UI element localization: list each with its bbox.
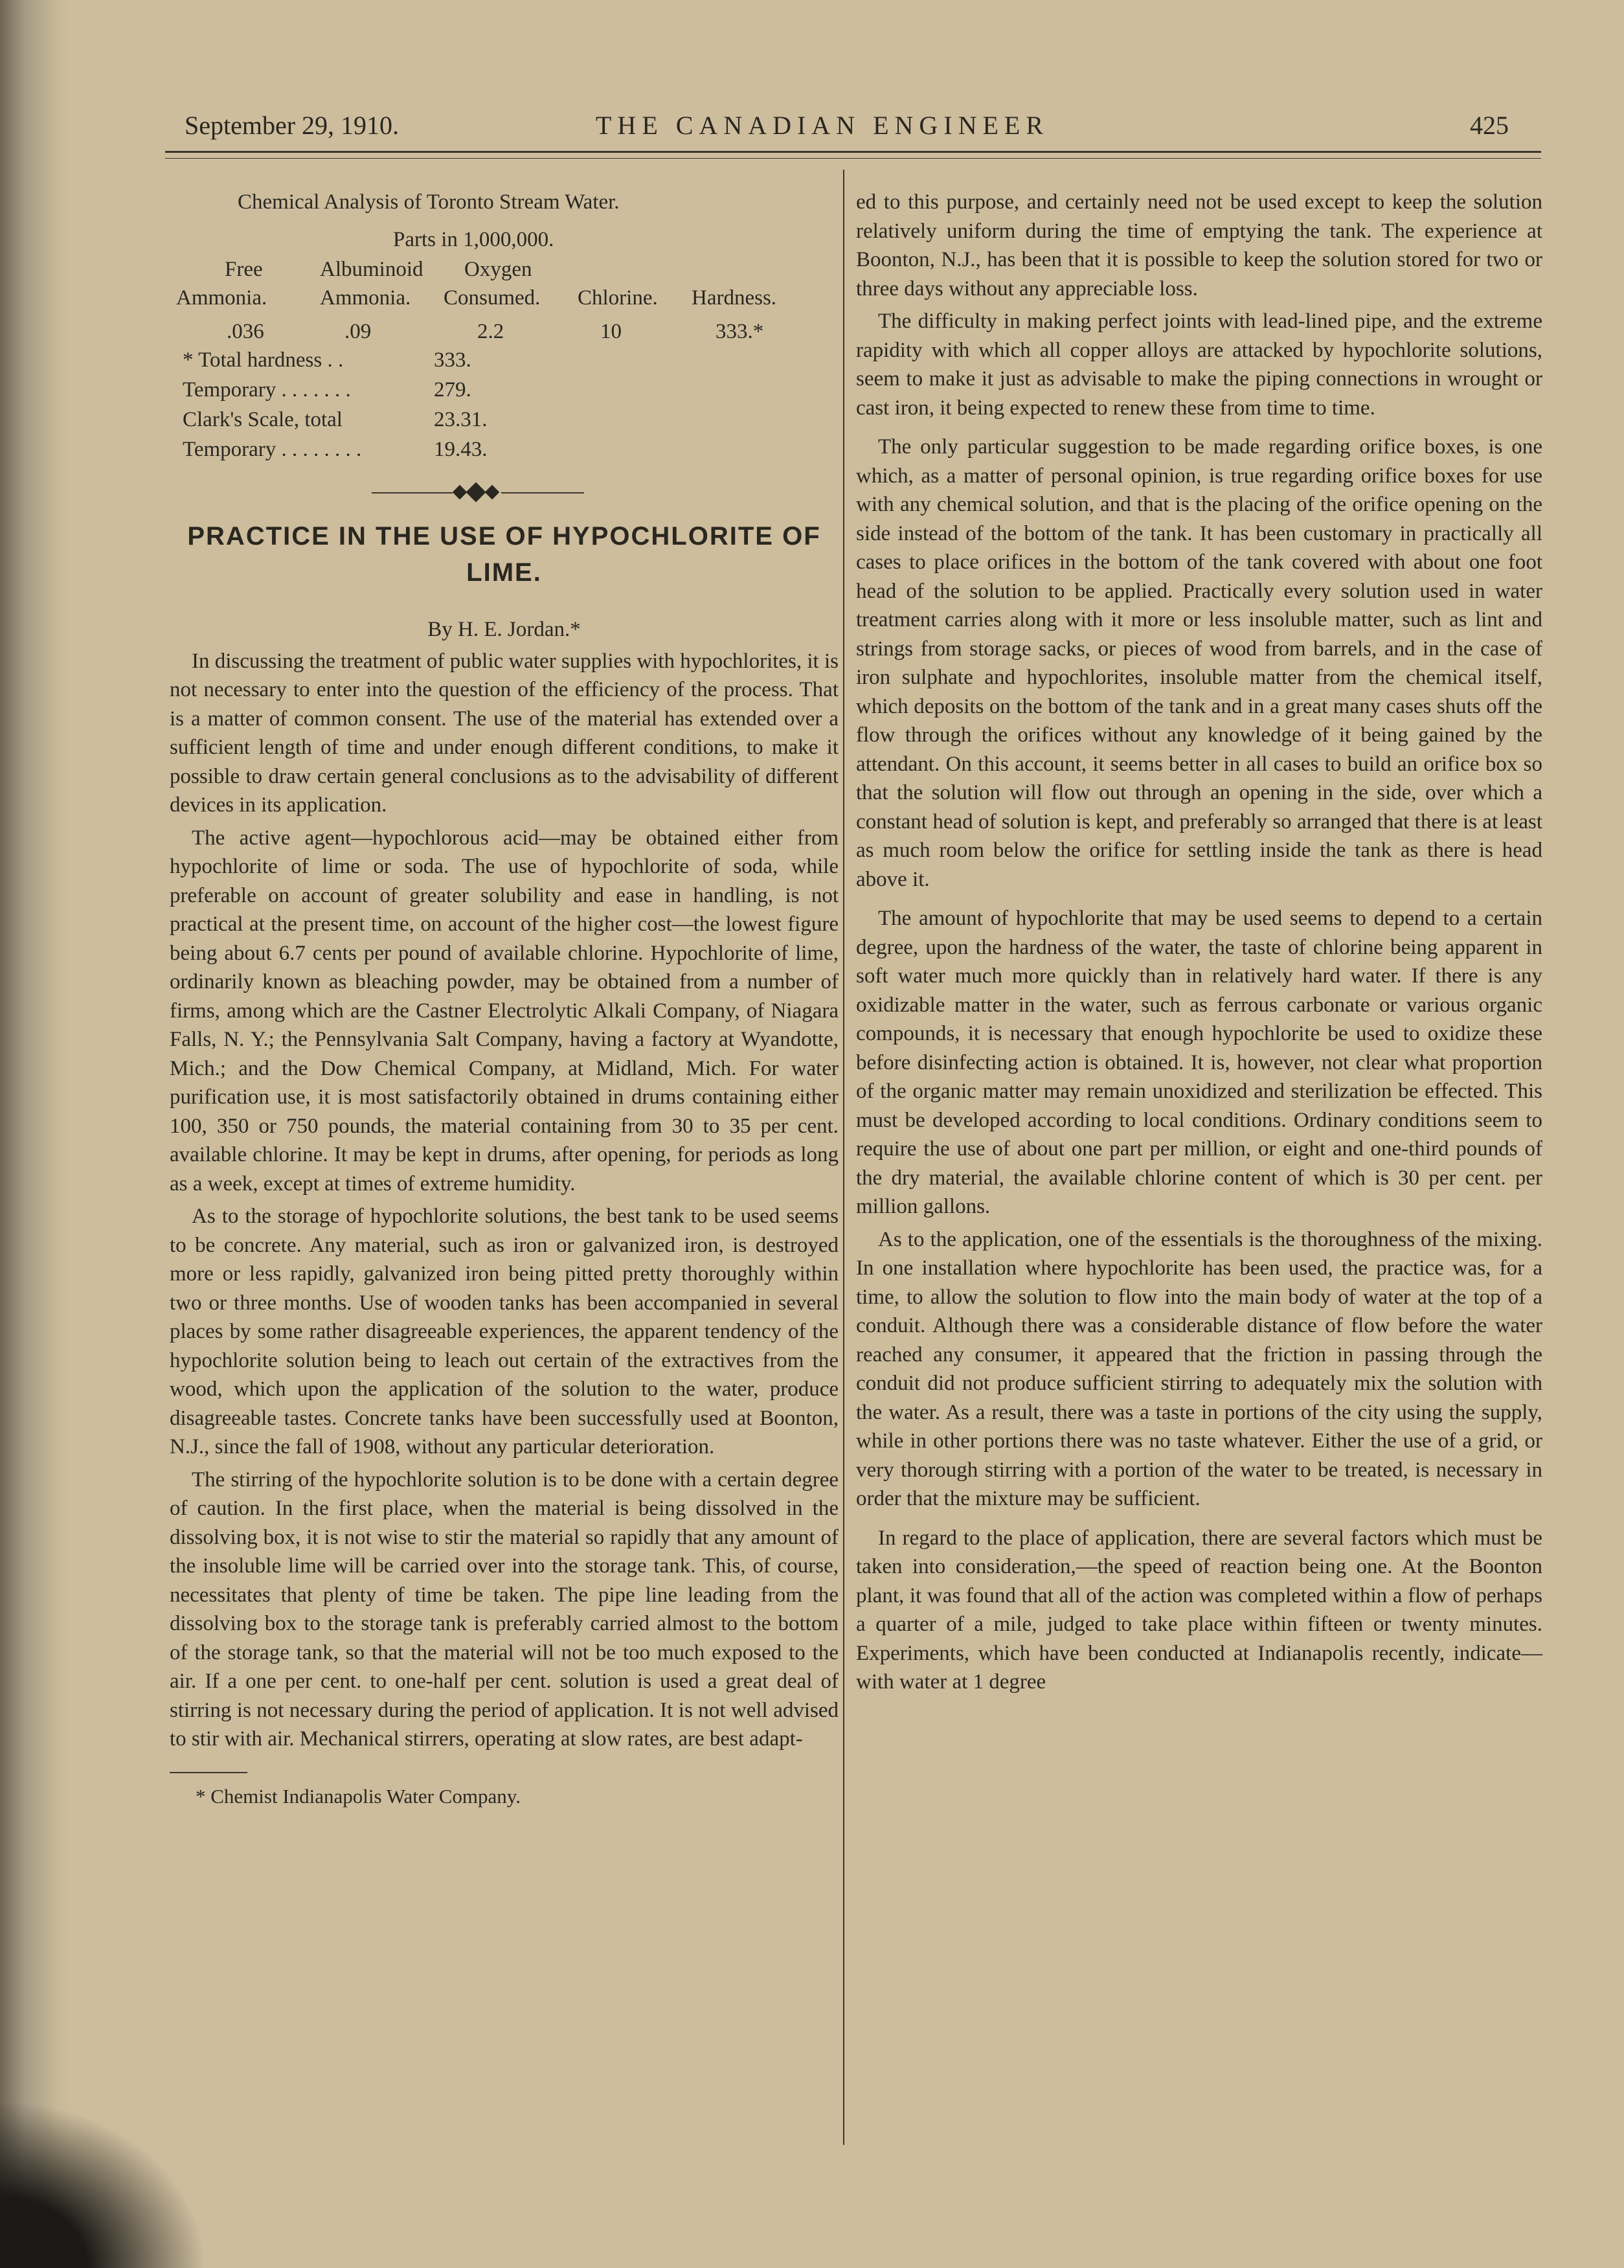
note-label: Temporary . . . . . . .	[183, 378, 351, 402]
col-header-line1: Oxygen	[464, 258, 532, 281]
article-byline: By H. E. Jordan.*	[427, 618, 581, 641]
analysis-table	[170, 188, 839, 473]
col-header-line2: Ammonia.	[320, 286, 411, 310]
note-value: 279.	[434, 378, 471, 402]
table-value: .09	[344, 320, 372, 343]
header-date: September 29, 1910.	[185, 111, 400, 140]
note-label: Temporary . . . . . . . .	[183, 438, 362, 461]
footnote: * Chemist Indianapolis Water Company.	[196, 1784, 521, 1808]
right-column	[856, 188, 1542, 1697]
footnote-rule	[170, 1772, 247, 1773]
paragraph: ed to this purpose, and certainly need not be used except to keep the solution relatively uniform during the time of emptying the tank. The experience at Boonton, N.J., has been that it is possible to keep the solution stored for two or three days without any appreciable loss.	[856, 190, 1542, 301]
col-header-line2: Consumed.	[444, 286, 541, 310]
article-title: PRACTICE IN THE USE OF HYPOCHLORITE OF LIME.	[187, 522, 821, 587]
note-value: 333.	[434, 348, 471, 372]
paragraph: The active agent—hypochlorous acid—may be obtained either from hypochlorite of lime or soda. The use of hypochlorite of soda, while preferable on account of greater solubility and ease in handling, is not practical at the present time, on account of the higher cost—the lowest figure being about 6.7 cents per pound of available chlorine. Hypochlorite of lime, ordinarily known as bleaching powder, may be obtained from a number of firms, among which are the Castner Electrolytic Alkali Company, of Niagara Falls, N. Y.; the Pennsylvania Salt Company, having a factory at Wyandotte, Mich.; and the Dow Chemical Company, at Midland, Mich. For water purification use, it is most satisfactorily obtained in drums containing either 100, 350 or 750 pounds, the material containing from 30 to 35 per cent. available chlorine. It may be kept in drums, after opening, for periods as long as a week, except at times of extreme humidity.	[170, 826, 839, 1196]
paragraph: The difficulty in making perfect joints with lead-lined pipe, and the extreme rapidity with which all copper alloys are attacked by hypochlorite solutions, seem to make it just as advisable to make the piping connections in wrought or cast iron, it being expected to renew these from time to time.	[856, 310, 1542, 420]
paragraph: The stirring of the hypochlorite solution is to be done with a certain degree of caution. In the first place, when the material is being dissolved in the dissolving box, it is not wise to stir the material so rapidly that any amount of the insoluble lime will be carried over into the storage tank. This, of course, necessitates that plenty of time be taken. The pipe line leading from the dissolving box to the storage tank is preferably carried almost to the bottom of the storage tank, so that the material will not be too much exposed to the air. If a one per cent. to one-half per cent. solution is used a great deal of stirring is not necessary during the period of application. It is not well advised to stir with air. Mechanical stirrers, operating at slow rates, are best adapt-	[170, 1468, 839, 1751]
col-header-line1: Free	[225, 258, 263, 281]
header-rule-thick	[165, 151, 1541, 153]
table-value: 333.*	[716, 320, 764, 343]
note-value: 19.43.	[434, 438, 488, 461]
note-label: * Total hardness . .	[183, 348, 344, 372]
paragraph: As to the application, one of the essentials is the thoroughness of the mixing. In one installation where hypochlorite has been used, the practice was, for a time, to allow the solution to flow into the main body of water at the top of a conduit. Although there was a considerable distance of flow before the water reached any consumer, it appeared that the friction in passing through the conduit did not produce sufficient stirring to adequately mix the solution with the water. As a result, there was a taste in portions of the city using the supply, while in other portions there was no taste whatever. Either the use of a grid, or very thorough stirring with a portion of the water to be treated, is necessary in order that the mixture may be sufficient.	[856, 1227, 1542, 1510]
paragraph: In regard to the place of application, there are several factors which must be taken into consideration,—the speed of reaction being one. At the Boonton plant, it was found that all of the action was completed within a flow of perhaps a quarter of a mile, judged to take place within fifteen or twenty minutes. Experiments, which have been conducted at Indianapolis recently, indicate—with water at 1 degree	[856, 1526, 1542, 1694]
table-value: 10	[600, 320, 622, 343]
note-label: Clark's Scale, total	[183, 408, 343, 431]
paragraph: The amount of hypochlorite that may be used seems to depend to a certain degree, upon the hardness of the water, the taste of chlorine being apparent in soft water much more quickly than in relatively hard water. If there is any oxidizable matter in the water, such as ferrous carbonate or various organic compounds, it is necessary that enough hypochlorite be used to oxidize these before disinfecting action is obtained. It is, however, not clear what proportion of the organic matter may remain unoxidized and sterilization be effected. This must be developed according to local conditions. Ordinary conditions seem to require the use of about one part per million, or eight and one-third pounds of the dry material, the available chlorine content of which is 30 per cent. per million gallons.	[856, 907, 1542, 1218]
col-header-line2: Ammonia.	[176, 286, 267, 310]
header-rule-thin	[165, 158, 1541, 159]
book-spine-shadow	[0, 0, 71, 2268]
table-value: 2.2	[477, 320, 504, 343]
paragraph: As to the storage of hypochlorite solutions, the best tank to be used seems to be concrete. Any material, such as iron or galvanized iron, is destroyed more or less rapidly, galvanized iron being pitted pretty thoroughly within two or three months. Use of wooden tanks has been accompanied in several places by some rather disagreeable experiences, the apparent tendency of the hypochlorite solution being to leach out certain of the extractives from the wood, which upon the application of the solution to the water, produce disagreeable tastes. Concrete tanks have been successfully used at Boonton, N.J., since the fall of 1908, without any particular deterioration.	[170, 1205, 839, 1458]
table-value: .036	[227, 320, 264, 343]
paragraph: The only particular suggestion to be made regarding orifice boxes, is one which, as a matter of personal opinion, is true regarding orifice boxes for use with any chemical solution, and that is the placing of the orifice opening on the side instead of the bottom of the tank. It has been customary in practically all cases to place orifices in the bottom of the tank covered with about one foot head of the solution to be applied. Practically every solution used in water treatment carries along with it more or less insoluble matter, such as lint and strings from storage sacks, or pieces of wood from barrels, and in the case of iron sulphate and hypochlorites, insoluble matter from the chemical itself, which deposits on the bottom of the tank and in a great many cases shuts off the flow through the orifices without any knowledge of it being gained by the attendant. On this account, it seems better in all cases to build an orifice box so that the solution will flow out through an opening in the side, over which a constant head of solution is kept, and preferably so arranged that there is at least as much room below the orifice for settling inside the tank as there is head above it.	[856, 435, 1542, 891]
header-page-number: 425	[1470, 111, 1509, 140]
page-corner-shadow	[0, 2100, 207, 2268]
column-divider	[843, 170, 844, 2145]
section-ornament	[170, 473, 839, 512]
col-header-line1: Albuminoid	[320, 258, 423, 281]
paragraph: In discussing the treatment of public water supplies with hypochlorites, it is not necessary to enter into the question of the efficiency of the process. That is a matter of common consent. The use of the material has extended over a sufficient length of time and under enough different conditions, to make it possible to draw certain general conclusions as to the advisability of different devices in its application.	[170, 649, 839, 817]
note-value: 23.31.	[434, 408, 488, 431]
left-column	[170, 188, 839, 1811]
col-header-line2: Chlorine.	[578, 286, 658, 310]
header-journal-title: THE CANADIAN ENGINEER	[596, 111, 1050, 140]
table-title: Chemical Analysis of Toronto Stream Water.	[238, 190, 620, 214]
table-subtitle: Parts in 1,000,000.	[393, 228, 554, 251]
col-header-line2: Hardness.	[692, 286, 777, 310]
